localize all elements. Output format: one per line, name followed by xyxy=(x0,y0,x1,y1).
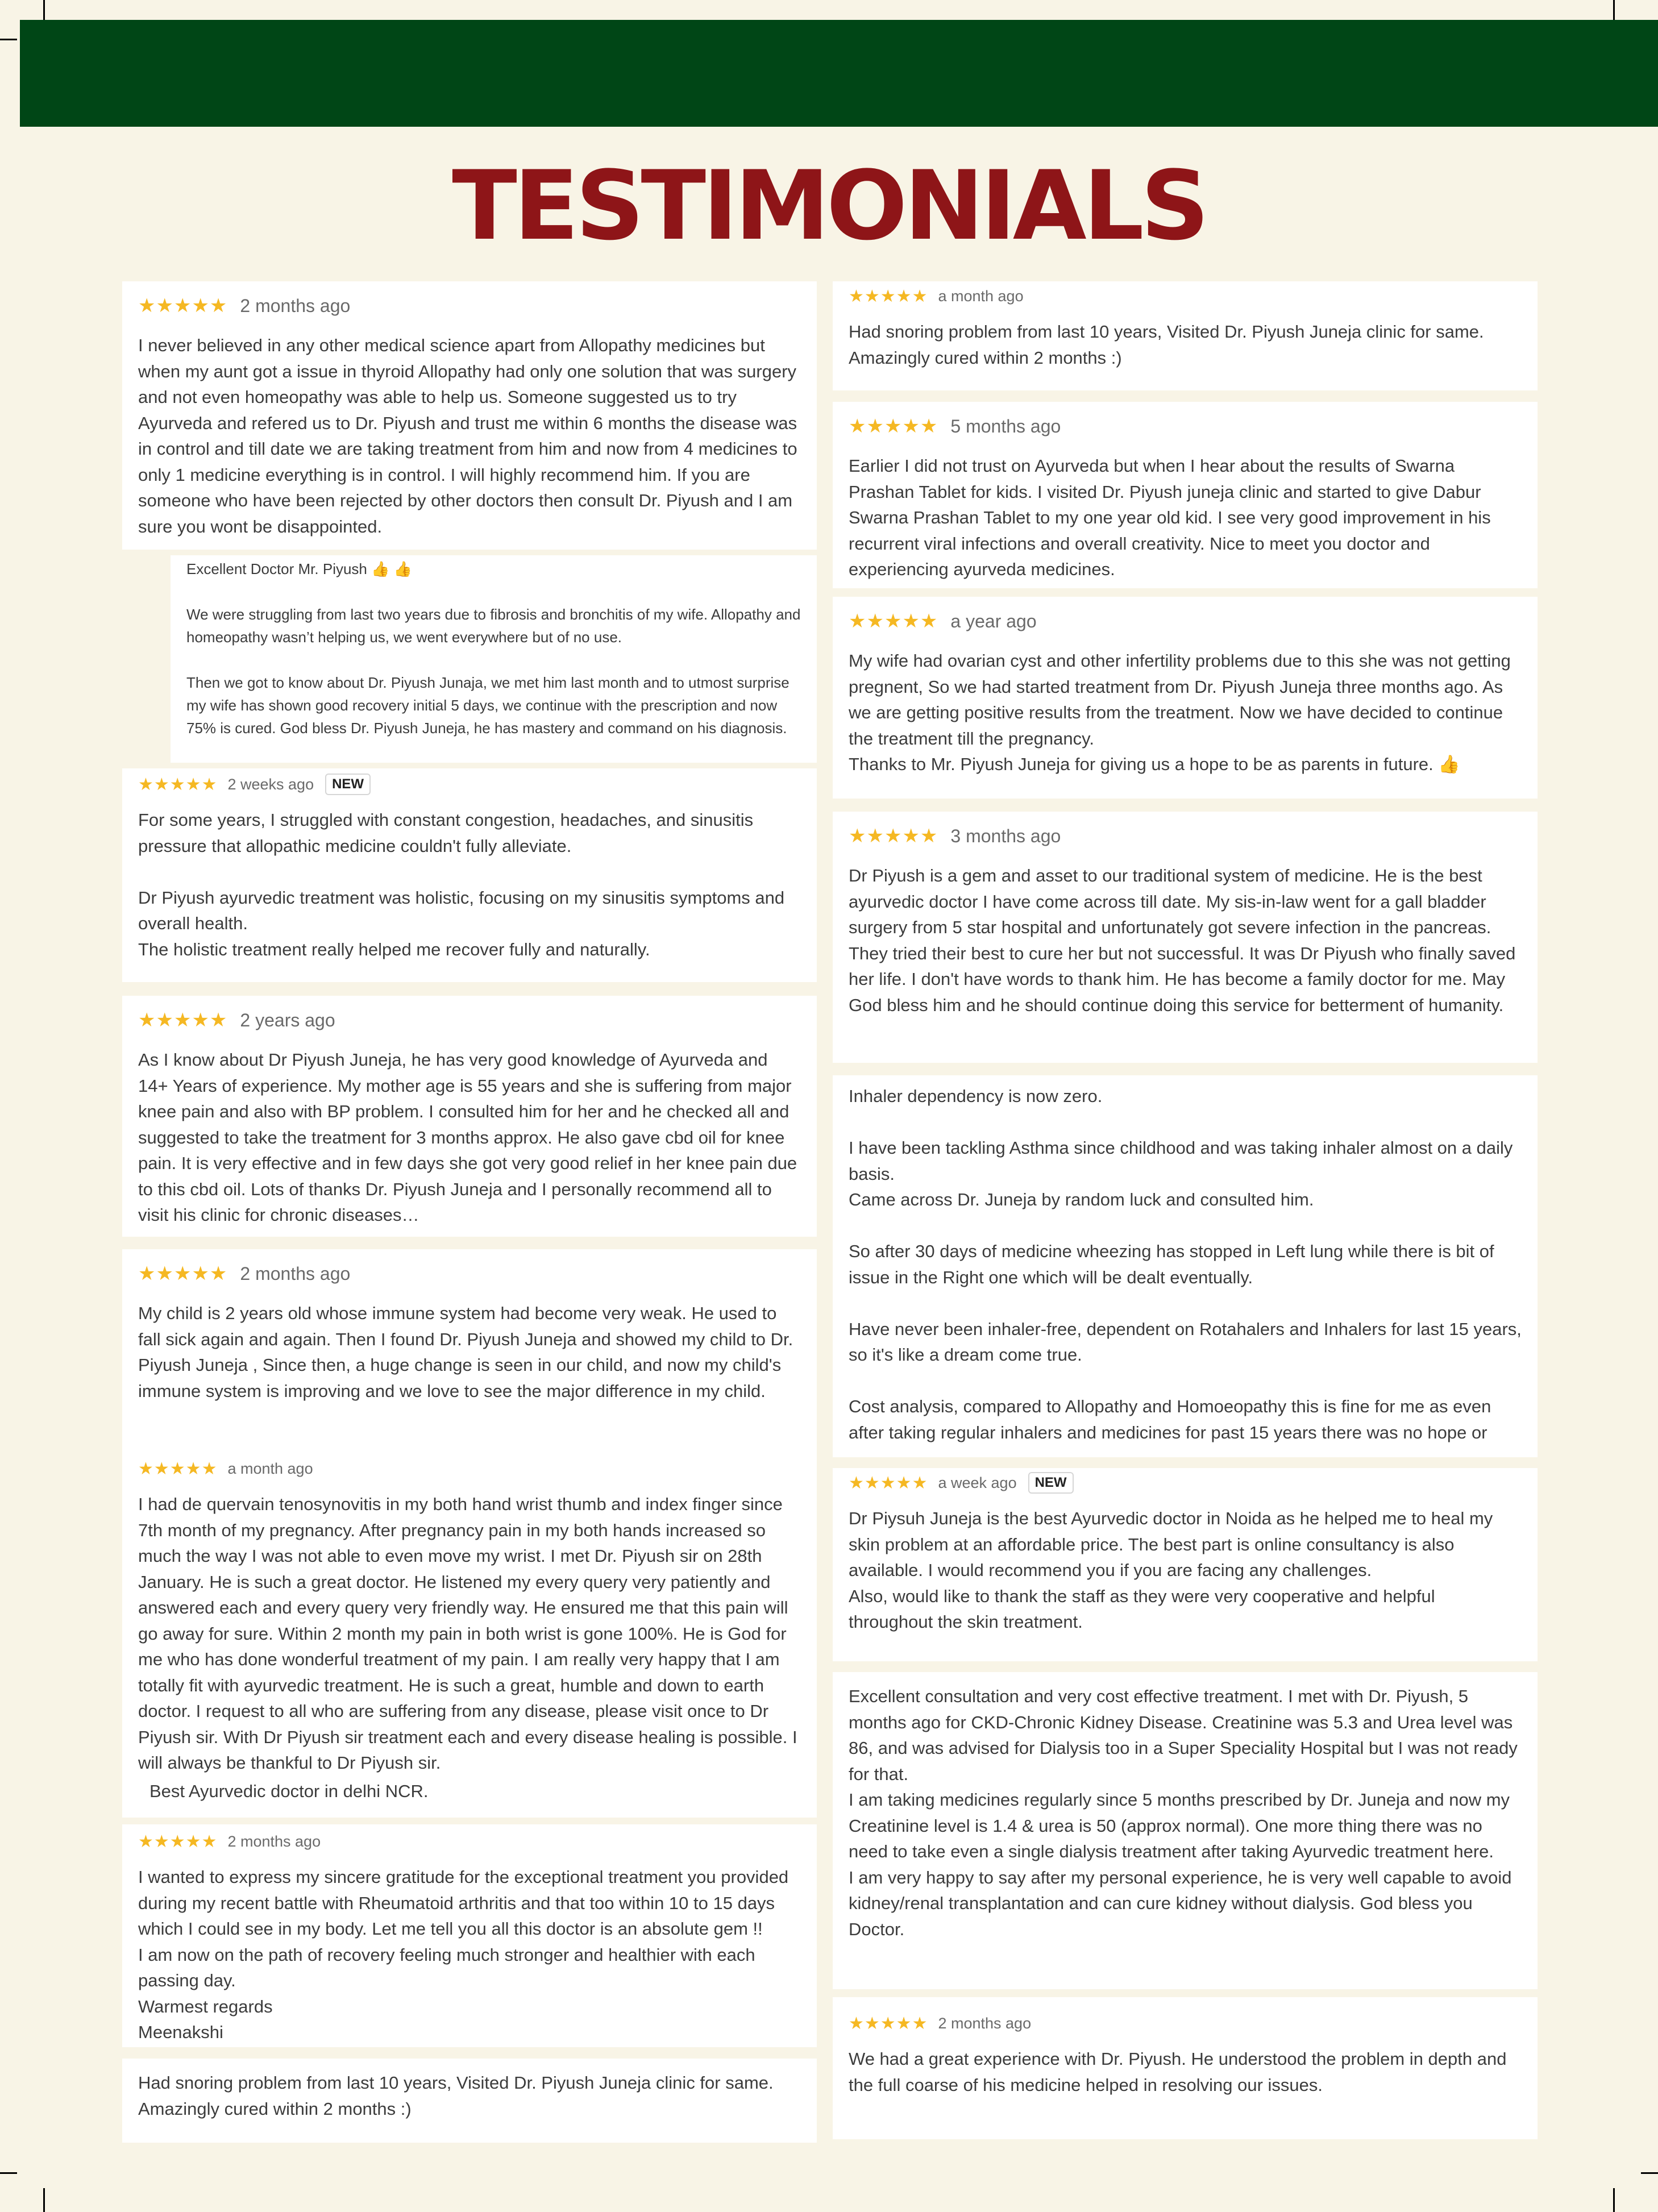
review-time: 2 months ago xyxy=(240,295,351,316)
new-badge: NEW xyxy=(1028,1472,1074,1494)
review-text: Had snoring problem from last 10 years, Visited Dr. Piyush Juneja clinic for same. Amazingly cured within 2 months :) xyxy=(849,322,1484,368)
star-rating: ★★★★★ xyxy=(138,1263,228,1284)
review-time: 2 years ago xyxy=(240,1009,335,1030)
review-card xyxy=(122,281,817,550)
crop-mark xyxy=(43,2188,45,2212)
review-card xyxy=(833,597,1538,799)
review-time: a year ago xyxy=(950,610,1037,631)
star-rating: ★★★★★ xyxy=(849,286,928,306)
star-rating: ★★★★★ xyxy=(138,1009,228,1031)
review-text: Excellent Doctor Mr. Piyush 👍 👍 We were struggling from last two years due to fibrosis and bronchitis of my wife. Allopathy and homeopathy wasn’t helping us, we went everywhere but of no use. Then we got to know about Dr. Piyush Junaja, we met him last month and to utmost surprise my wife has shown good recovery initial 5 days, we continue with the prescription and now 75% is cured. God bless Dr. Piyush Juneja, he has mastery and command on his diagnosis. xyxy=(186,560,801,737)
review-card xyxy=(122,1824,817,2047)
review-text: My child is 2 years old whose immune system had become very weak. He used to fall sick again and again. Then I found Dr. Piyush Juneja and showed my child to Dr. Piyush Juneja , Since then, a huge change is seen in our child, and now my child's immune system is improving and we love to see the major difference in my child. xyxy=(138,1303,793,1401)
crop-mark xyxy=(1613,2188,1615,2212)
star-rating: ★★★★★ xyxy=(138,295,228,317)
review-text: I never believed in any other medical science apart from Allopathy medicines but when my aunt got a issue in thyroid Allopathy had only one solution that was surgery and not even homeopathy was able to help us. Someone suggested us to try Ayurveda and refered us to Dr. Piyush and trust me within 6 months the disease was in control and till date we are taking treatment from him and now from 4 medicines to only 1 medicine everything is in control. I will highly recommend him. If you are someone who have been rejected by other doctors then consult Dr. Piyush and I am sure you wont be disappointed. xyxy=(138,335,797,537)
review-text: I had de quervain tenosynovitis in my both hand wrist thumb and index finger since 7th month of my pregnancy. After pregnancy pain in my both hands increased so much the way I was not able to even move my wrist. I met Dr. Piyush sir on 28th January. He is such a great doctor. He listened my every query very patiently and answered each and every query very friendly way. He ensured me that this pain will go away for sure. Within 2 month my pain in both wrist is gone 100%. He is God for me who has done wonderful treatment of my pain. I am really very happy that I am totally fit with ayurvedic treatment. He is such a great, humble and down to earth doctor. I request to all who are suffering from any disease, please visit once to Dr Piyush sir. With Dr Piyush sir treatment each and every disease healing is possible. I will always be thankful to Dr Piyush sir. xyxy=(138,1494,797,1773)
star-rating: ★★★★★ xyxy=(849,1473,928,1492)
review-text: Earlier I did not trust on Ayurveda but when I hear about the results of Swarna Prashan Tablet for kids. I visited Dr. Piyush juneja clinic and started to give Dabur Swarna Prashan Tablet to my one year old kid. I see very good improvement in his recurrent viral infections and overall creativity. Nice to meet you doctor and experiencing ayurveda medicines. xyxy=(849,456,1491,579)
review-card xyxy=(833,812,1538,1063)
review-text: Dr Piysuh Juneja is the best Ayurvedic doctor in Noida as he helped me to heal my skin problem at an affordable price. The best part is online consultancy is also available. I would recommend you if you are facing any challenges. Also, would like to thank the staff as they were very cooperative and helpful throughout the skin treatment. xyxy=(849,1508,1493,1632)
review-card xyxy=(122,996,817,1237)
review-text: Excellent consultation and very cost effective treatment. I met with Dr. Piyush, 5 months ago for CKD-Chronic Kidney Disease. Creatinine was 5.3 and Urea level was 86, and was advised for Dialysis too in a Super Speciality Hospital but I was not ready for that. I am taking medicines regularly since 5 months prescribed by Dr. Juneja and now my Creatinine level is 1.4 & urea is 50 (approx normal). One more thing there was no need to take even a single dialysis treatment after taking Ayurvedic treatment here. I am very happy to say after my personal experience, he is very well capable to avoid kidney/renal transplantation and can cure kidney without dialysis. God bless you Doctor. xyxy=(849,1686,1518,1939)
review-time: 2 months ago xyxy=(227,1832,321,1850)
star-rating: ★★★★★ xyxy=(138,1459,218,1478)
crop-mark xyxy=(0,2172,17,2174)
review-time: 3 months ago xyxy=(950,825,1061,846)
review-card xyxy=(833,1075,1538,1457)
header-band xyxy=(20,20,1658,127)
review-time: 5 months ago xyxy=(950,415,1061,436)
review-card xyxy=(833,1672,1538,1989)
review-card xyxy=(122,768,817,982)
review-text: For some years, I struggled with constant congestion, headaches, and sinusitis pressure that allopathic medicine couldn't fully alleviate. Dr Piyush ayurvedic treatment was holistic, focusing on my sinusitis symptoms and overall health. The holistic treatment really helped me recover fully and naturally. xyxy=(138,810,785,959)
star-rating: ★★★★★ xyxy=(138,1832,218,1851)
review-text: Inhaler dependency is now zero. I have been tackling Asthma since childhood and was taking inhaler almost on a daily basis. Came across Dr. Juneja by random luck and consulted him. So after 30 days of medicine wheezing has stopped in Left lung while there is bit of issue in the Right one which will be dealt eventually. Have never been inhaler-free, dependent on Rotahalers and Inhalers for last 15 years, so it's like a dream come true. Cost analysis, compared to Allopathy and Homoeopathy this is fine for me as even after taking regular inhalers and medicines for past 15 years there was no hope or xyxy=(849,1086,1522,1442)
star-rating: ★★★★★ xyxy=(849,2014,928,2033)
crop-mark xyxy=(0,39,17,40)
star-rating: ★★★★★ xyxy=(849,825,938,847)
review-card xyxy=(833,281,1538,390)
review-text: My wife had ovarian cyst and other infertility problems due to this she was not getting pregnent, So we had started treatment from Dr. Piyush Juneja three months ago. As we are getting positive results from the treatment. Now we have decided to continue the treatment till the pregnancy. Thanks to Mr. Piyush Juneja for giving us a hope to be as parents in future. 👍 xyxy=(849,651,1511,774)
page-title: TESTIMONIALS xyxy=(452,150,1206,261)
review-card xyxy=(833,1468,1538,1661)
review-time: 2 months ago xyxy=(938,2014,1032,2032)
review-card xyxy=(122,2059,817,2143)
review-text: Dr Piyush is a gem and asset to our traditional system of medicine. He is the best ayurvedic doctor I have come across till date. My sis-in-law went for a gall bladder surgery from 5 star hospital and unfortunately got severe infection in the pancreas. They tried their best to cure her but not successful. It was Dr Piyush who finally saved her life. I don't have words to thank him. He has become a family doctor for me. May God bless him and he should continue doing this service for betterment of humanity. xyxy=(849,866,1516,1015)
crop-mark xyxy=(1641,2172,1658,2174)
review-time: a week ago xyxy=(938,1474,1017,1491)
review-text: I wanted to express my sincere gratitude for the exceptional treatment you provided during my recent battle with Rheumatoid arthritis and that too within 10 to 15 days which I could see in my body. Let me tell you all this doctor is an absolute gem !! I am now on the path of recovery feeling much stronger and healthier with each passing day. Warmest regards Meenakshi xyxy=(138,1867,789,2042)
review-text: Best Ayurvedic doctor in delhi NCR. xyxy=(149,1781,429,1801)
star-rating: ★★★★★ xyxy=(849,415,938,437)
review-card xyxy=(833,402,1538,588)
review-text: As I know about Dr Piyush Juneja, he has very good knowledge of Ayurveda and 14+ Years of experience. My mother age is 55 years and she is suffering from major knee pain and also with BP problem. I consulted him for her and he checked all and suggested to take the treatment for 3 months approx. He also gave cbd oil for knee pain. It is very effective and in few days she got very good relief in her knee pain due to this cbd oil. Lots of thanks Dr. Piyush Juneja and I personally recommend all to visit his clinic for chronic diseases… xyxy=(138,1050,797,1225)
review-text: Had snoring problem from last 10 years, Visited Dr. Piyush Juneja clinic for same. Amazingly cured within 2 months :) xyxy=(138,2073,774,2119)
review-time: 2 weeks ago xyxy=(227,775,314,793)
review-time: a month ago xyxy=(227,1460,313,1477)
review-card xyxy=(122,1249,817,1454)
review-time: 2 months ago xyxy=(240,1263,351,1284)
review-card xyxy=(833,1997,1538,2139)
review-text: We had a great experience with Dr. Piyush. He understood the problem in depth and the full coarse of his medicine helped in resolving our issues. xyxy=(849,2049,1507,2095)
review-card xyxy=(171,555,817,763)
star-rating: ★★★★★ xyxy=(138,775,218,794)
new-badge: NEW xyxy=(325,774,371,795)
review-time: a month ago xyxy=(938,287,1024,305)
review-card xyxy=(122,1454,817,1818)
star-rating: ★★★★★ xyxy=(849,610,938,632)
